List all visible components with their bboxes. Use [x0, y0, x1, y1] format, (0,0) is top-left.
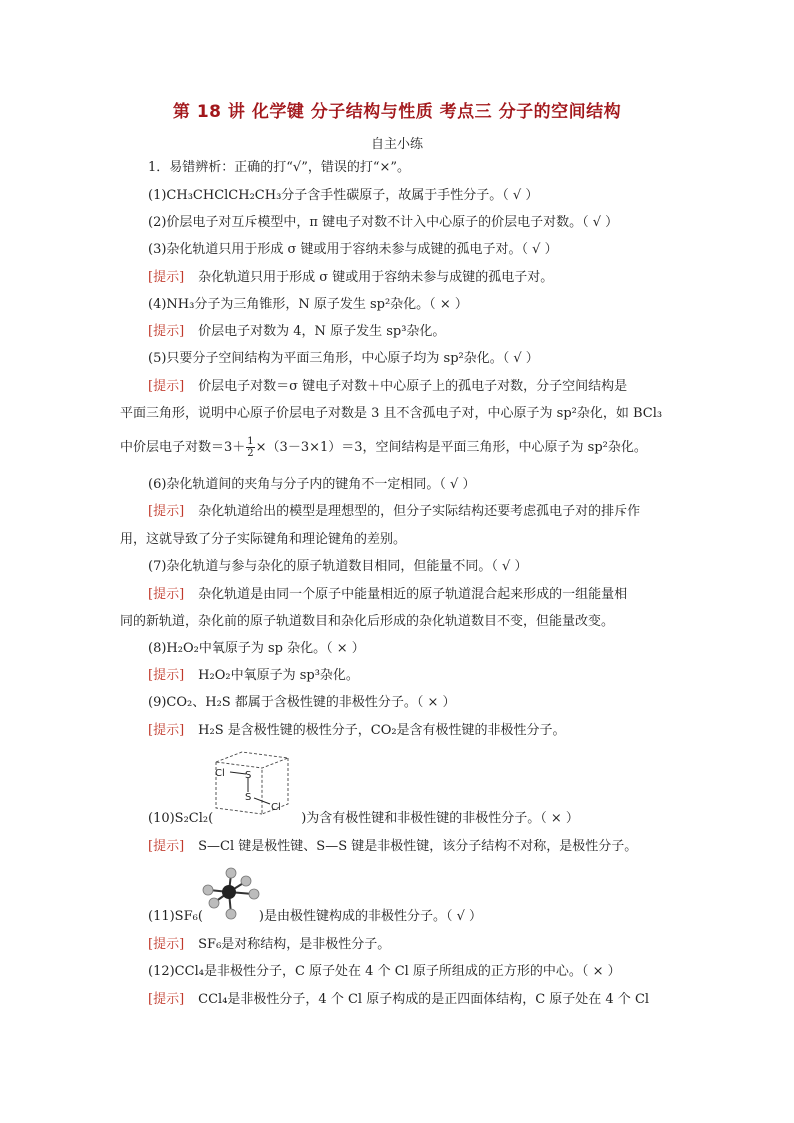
- fraction-denominator: 2: [247, 448, 254, 459]
- hint-5-line-1: [148, 378, 678, 396]
- question-text: )是由极性键构成的非极性分子。（ √ ）: [258, 909, 483, 924]
- hint-text: 杂化轨道只用于形成 σ 键或用于容纳未参与成键的孤电子对。: [198, 270, 554, 285]
- hint-text: SF₆是对称结构，是非极性分子。: [198, 937, 391, 952]
- hint-text: 杂化轨道是由同一个原子中能量相近的原子轨道混合起来形成的一组能量相: [198, 587, 628, 602]
- hint-text: ×（3－3×1）＝3，空间结构是平面三角形，中心原子为 sp²杂化。: [255, 440, 647, 455]
- atom-label-cl: Cl: [215, 768, 225, 779]
- hint-label: [提示]: [148, 723, 185, 738]
- question-3: (3)杂化轨道只用于形成 σ 键或用于容纳未参与成键的孤电子对。（ √ ）: [148, 242, 558, 257]
- question-text: (11)SF₆(: [148, 909, 203, 924]
- atom-label-s: S: [245, 770, 252, 781]
- question-text: )为含有极性键和非极性键的非极性分子。（ × ）: [301, 811, 579, 826]
- hint-9: [148, 722, 678, 740]
- hint-text: S—Cl 键是极性键、S—S 键是非极性键，该分子结构不对称，是极性分子。: [198, 839, 638, 854]
- atom-label-cl: Cl: [271, 802, 281, 813]
- question-7: (7)杂化轨道与参与杂化的原子轨道数目相同，但能量不同。（ √ ）: [148, 559, 528, 574]
- question-8: (8)H₂O₂中氧原子为 sp 杂化。（ × ）: [148, 641, 365, 656]
- hint-text: 价层电子对数为 4，N 原子发生 sp³杂化。: [198, 324, 446, 339]
- hint-label: [提示]: [148, 504, 185, 519]
- hint-6-line-2: 用，这就导致了分子实际键角和理论键角的差别。: [120, 532, 407, 547]
- hint-label: [提示]: [148, 992, 185, 1007]
- hint-label: [提示]: [148, 270, 185, 285]
- question-10: [148, 810, 678, 828]
- question-4: (4)NH₃分子为三角锥形，N 原子发生 sp²杂化。（ × ）: [148, 297, 468, 312]
- question-6: (6)杂化轨道间的夹角与分子内的键角不一定相同。（ √ ）: [148, 477, 476, 492]
- hint-text: 价层电子对数＝σ 键电子对数＋中心原子上的孤电子对数，分子空间结构是: [198, 379, 628, 394]
- question-12: (12)CCl₄是非极性分子，C 原子处在 4 个 Cl 原子所组成的正方形的中心。（ × ）: [148, 964, 621, 979]
- s2cl2-structure-diagram: [210, 748, 305, 818]
- question-text: (10)S₂Cl₂(: [148, 811, 214, 826]
- fraction-numerator: 1: [247, 436, 254, 447]
- hint-label: [提示]: [148, 587, 185, 602]
- fraction: [246, 436, 254, 459]
- hint-7-line-1: [148, 586, 678, 604]
- section-subtitle: 自主小练: [370, 137, 423, 152]
- hint-11: [148, 936, 678, 954]
- hint-label: [提示]: [148, 324, 185, 339]
- hint-3: [148, 269, 678, 287]
- hint-label: [提示]: [148, 379, 185, 394]
- hint-label: [提示]: [148, 668, 185, 683]
- question-2: (2)价层电子对互斥模型中，π 键电子对数不计入中心原子的价层电子对数。（ √ ）: [148, 215, 619, 230]
- hint-label: [提示]: [148, 839, 185, 854]
- page-title: 第 18 讲 化学键 分子结构与性质 考点三 分子的空间结构: [172, 102, 622, 122]
- hint-8: [148, 667, 678, 685]
- hint-text: H₂O₂中氧原子为 sp³杂化。: [198, 668, 359, 683]
- hint-text: 杂化轨道给出的模型是理想型的，但分子实际结构还要考虑孤电子对的排斥作: [198, 504, 641, 519]
- intro-line: 1．易错辨析：正确的打“√”，错误的打“×”。: [148, 160, 411, 175]
- hint-10: [148, 838, 678, 856]
- hint-5-line-2: 平面三角形，说明中心原子价层电子对数是 3 且不含孤电子对，中心原子为 sp²杂化，如 BCl₃: [120, 406, 663, 421]
- hint-5-line-3: [120, 433, 650, 463]
- hint-text: 中价层电子对数＝3＋: [120, 440, 246, 455]
- hint-12: [148, 991, 678, 1009]
- hint-6-line-1: [148, 503, 678, 521]
- hint-label: [提示]: [148, 937, 185, 952]
- hint-text: H₂S 是含极性键的极性分子，CO₂是含有极性键的非极性分子。: [198, 723, 566, 738]
- question-5: (5)只要分子空间结构为平面三角形，中心原子均为 sp²杂化。（ √ ）: [148, 351, 539, 366]
- question-1: (1)CH₃CHClCH₂CH₃分子含手性碳原子，故属于手性分子。（ √ ）: [148, 188, 539, 203]
- atom-label-s: S: [245, 792, 252, 803]
- question-9: (9)CO₂、H₂S 都属于含极性键的非极性分子。（ × ）: [148, 695, 456, 710]
- hint-text: CCl₄是非极性分子，4 个 Cl 原子构成的是正四面体结构，C 原子处在 4 个 Cl: [198, 992, 650, 1007]
- question-11: [148, 908, 678, 926]
- hint-4: [148, 323, 678, 341]
- hint-7-line-2: 同的新轨道，杂化前的原子轨道数目和杂化后形成的杂化轨道数目不变，但能量改变。: [120, 614, 615, 629]
